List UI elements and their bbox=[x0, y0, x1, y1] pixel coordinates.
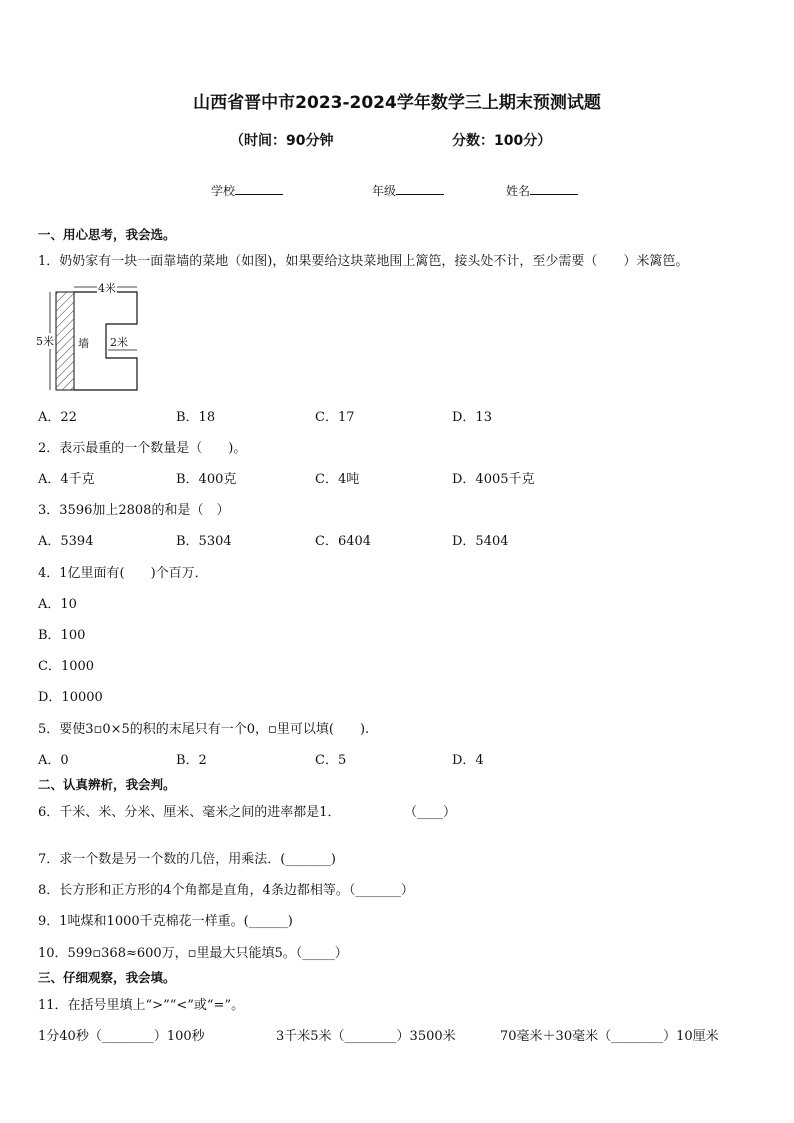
q6-answer-blank[interactable]: （____） bbox=[404, 805, 457, 820]
grade-blank[interactable] bbox=[396, 182, 444, 195]
garden-figure bbox=[36, 280, 146, 398]
top-length-label: 4米 bbox=[98, 282, 116, 295]
name-blank[interactable] bbox=[530, 182, 578, 195]
name-label: 姓名 bbox=[506, 184, 531, 198]
q1-option-c[interactable]: C．17 bbox=[315, 410, 355, 425]
name-field bbox=[506, 182, 578, 199]
q5-option-d[interactable]: D．4 bbox=[452, 753, 484, 768]
school-label: 学校 bbox=[211, 184, 236, 198]
q2-option-d[interactable]: D．4005千克 bbox=[452, 472, 535, 487]
q3-option-a[interactable]: A．5394 bbox=[38, 534, 94, 549]
q2-option-b[interactable]: B．400克 bbox=[176, 472, 237, 487]
q5-option-a[interactable]: A．0 bbox=[38, 753, 69, 768]
question-11: 11．在括号里填上“>”“<”或“=”。 bbox=[38, 998, 245, 1013]
q11-item-2[interactable]: 3千米5米（________）3500米 bbox=[276, 1029, 456, 1044]
left-length-label: 5米 bbox=[36, 335, 54, 348]
section-title: 三、仔细观察，我会填。 bbox=[38, 970, 176, 985]
grade-field bbox=[372, 182, 444, 199]
question-5: 5．要使3▫0×5的积的末尾只有一个0，▫里可以填( ). bbox=[38, 722, 370, 737]
question-1: 1．奶奶家有一块一面靠墙的菜地（如图)，如果要给这块菜地围上篱笆，接头处不计，至少需要（ ）米篱笆。 bbox=[38, 254, 689, 269]
q3-option-b[interactable]: B．5304 bbox=[176, 534, 232, 549]
q11-item-1[interactable]: 1分40秒（________）100秒 bbox=[38, 1029, 205, 1044]
q5-option-c[interactable]: C．5 bbox=[315, 753, 347, 768]
q4-option-d[interactable]: D．10000 bbox=[38, 690, 103, 705]
exam-time: （时间：90分钟 bbox=[230, 133, 334, 149]
q11-item-3[interactable]: 70毫米＋30毫米（________）10厘米 bbox=[500, 1029, 719, 1044]
q1-option-a[interactable]: A．22 bbox=[38, 410, 77, 425]
q2-option-a[interactable]: A．4千克 bbox=[38, 472, 95, 487]
question-2: 2．表示最重的一个数量是（ )。 bbox=[38, 441, 247, 456]
q4-option-b[interactable]: B．100 bbox=[38, 628, 86, 643]
question-3: 3．3596加上2808的和是（ ） bbox=[38, 503, 230, 518]
question-4: 4．1亿里面有( )个百万． bbox=[38, 566, 208, 581]
section-title: 二、认真辨析，我会判。 bbox=[38, 777, 176, 792]
wall-label: 墙 bbox=[78, 337, 89, 350]
inner-length-label: 2米 bbox=[110, 336, 128, 349]
page-title: 山西省晋中市2023-2024学年数学三上期末预测试题 bbox=[193, 93, 601, 113]
exam-score: 分数：100分） bbox=[452, 133, 552, 149]
wall-hatch bbox=[56, 292, 74, 390]
question-8: 8．长方形和正方形的4个角都是直角，4条边都相等。（_______） bbox=[38, 883, 414, 898]
q2-option-c[interactable]: C．4吨 bbox=[315, 472, 360, 487]
section-title: 一、用心思考，我会选。 bbox=[38, 227, 176, 242]
question-7: 7．求一个数是另一个数的几倍，用乘法．(_______) bbox=[38, 852, 336, 867]
school-field bbox=[211, 182, 283, 199]
question-6: 6．千米、米、分米、厘米、毫米之间的进率都是1． bbox=[38, 805, 341, 820]
q1-option-b[interactable]: B．18 bbox=[176, 410, 216, 425]
question-9: 9．1吨煤和1000千克棉花一样重。(______) bbox=[38, 914, 293, 929]
school-blank[interactable] bbox=[235, 182, 283, 195]
q1-option-d[interactable]: D．13 bbox=[452, 410, 492, 425]
q5-option-b[interactable]: B．2 bbox=[176, 753, 207, 768]
q3-option-c[interactable]: C．6404 bbox=[315, 534, 372, 549]
grade-label: 年级 bbox=[372, 184, 397, 198]
q3-option-d[interactable]: D．5404 bbox=[452, 534, 509, 549]
q4-option-a[interactable]: A．10 bbox=[38, 597, 77, 612]
q4-option-c[interactable]: C．1000 bbox=[38, 659, 95, 674]
question-10: 10．599▫368≈600万，▫里最大只能填5。（_____） bbox=[38, 946, 348, 961]
